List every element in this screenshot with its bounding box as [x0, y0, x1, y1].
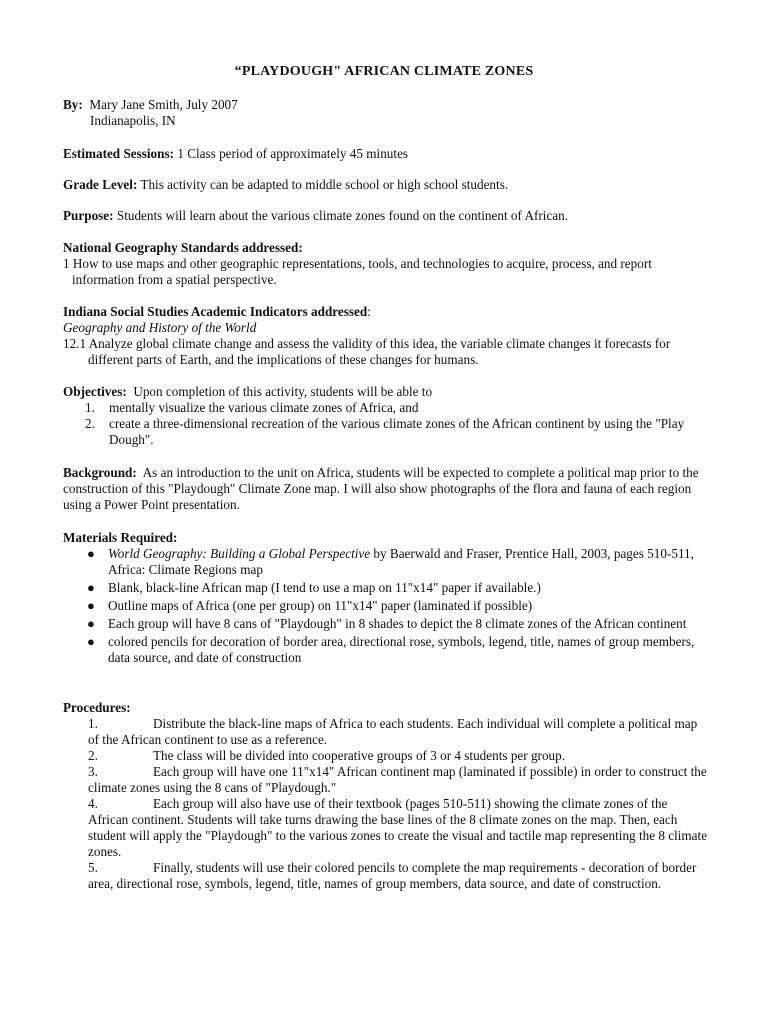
list-item — [63, 580, 708, 596]
list-item-text: Each group will have 8 cans of "Playdough" in 8 shades to depict the 8 climate zones of the African continent — [108, 616, 687, 631]
procedures-section — [63, 700, 708, 892]
list-item — [63, 598, 708, 614]
sessions-label: Estimated Sessions: — [63, 146, 175, 161]
grade-text: This activity can be adapted to middle school or high school students. — [140, 177, 509, 192]
bullet-icon: ● — [87, 634, 95, 649]
list-item-text: colored pencils for decoration of border area, directional rose, symbols, legend, title, names of group members, data source, and date of construction — [108, 634, 695, 665]
list-item-text: Outline maps of Africa (one per group) on 11"x14" paper (laminated if possible) — [108, 598, 533, 613]
indiana-item: 12.1 Analyze global climate change and assess the validity of this idea, the variable climate changes it forecasts for different parts of Earth, and the implications of these changes for humans. — [63, 336, 671, 367]
list-item — [63, 546, 708, 578]
purpose-label: Purpose: — [63, 208, 114, 223]
purpose-text: Students will learn about the various climate zones found on the continent of African. — [116, 208, 569, 223]
background-section — [63, 465, 708, 513]
national-standards-heading: National Geography Standards addressed: — [63, 240, 303, 255]
indiana-heading-colon: : — [367, 304, 371, 319]
list-item — [63, 634, 708, 666]
list-item — [63, 616, 708, 632]
list-item — [63, 860, 708, 892]
list-item-text: Each group will also have use of their textbook (pages 510-511) showing the climate zones of the African continent. Students will take turns drawing the base lines of the 8 climate zones on the map. Then, each student will apply the "Playdough" to the various zones to create the visual and tactile map representing the 8 climate zones. — [88, 796, 708, 859]
list-item-text: Distribute the black-line maps of Africa to each students. Each individual will complete a political map of the African continent to use as a reference. — [88, 716, 698, 747]
purpose-section — [63, 208, 708, 224]
indiana-indicators-section — [63, 304, 708, 368]
sessions-text: 1 Class period of approximately 45 minutes — [177, 146, 409, 161]
indiana-subheading: Geography and History of the World — [63, 320, 257, 335]
list-item-number: 4. — [88, 796, 98, 811]
list-item-number: 2. — [85, 416, 95, 431]
bullet-icon: ● — [87, 598, 95, 613]
list-item-text: mentally visualize the various climate zones of Africa, and — [109, 400, 419, 415]
background-label: Background: — [63, 465, 137, 480]
list-item-number: 1. — [85, 400, 95, 415]
list-item — [63, 400, 708, 416]
bullet-icon: ● — [87, 580, 95, 595]
objectives-label: Objectives: — [63, 384, 127, 399]
grade-label: Grade Level: — [63, 177, 138, 192]
list-item-text: create a three-dimensional recreation of the various climate zones of the African continent by using the "Play Dough". — [109, 416, 685, 447]
sessions-section — [63, 146, 708, 162]
document-title: “PLAYDOUGH" AFRICAN CLIMATE ZONES — [234, 64, 534, 79]
materials-heading: Materials Required: — [63, 530, 178, 545]
author-line: Mary Jane Smith, July 2007 — [89, 97, 238, 112]
list-item-text: Blank, black-line African map (I tend to use a map on 11"x14" paper if available.) — [108, 580, 541, 595]
list-item — [63, 748, 708, 764]
list-item-text: Each group will have one 11"x14" African continent map (laminated if possible) in order to construct the climate zones using the 8 cans of "Playdough." — [88, 764, 707, 795]
objectives-section — [63, 384, 708, 448]
national-standards-section — [63, 240, 708, 288]
author-location: Indianapolis, IN — [90, 113, 176, 128]
objectives-intro: Upon completion of this activity, students will be able to — [133, 384, 433, 399]
author-section — [63, 97, 708, 129]
bullet-icon: ● — [87, 546, 95, 561]
materials-list — [63, 546, 708, 666]
procedures-heading: Procedures: — [63, 700, 131, 715]
list-item — [63, 796, 708, 860]
list-item — [63, 416, 708, 448]
list-item-number: 3. — [88, 764, 98, 779]
background-text: As an introduction to the unit on Africa, students will be expected to complete a political map prior to the construction of this "Playdough" Climate Zone map. I will also show photographs of the flora and fauna of each region using a Power Point presentation. — [63, 465, 699, 512]
list-item — [63, 716, 708, 748]
list-item-number: 5. — [88, 860, 98, 875]
list-item — [63, 764, 708, 796]
indiana-heading: Indiana Social Studies Academic Indicators addressed — [63, 304, 368, 319]
list-item-number: 2. — [88, 748, 98, 763]
objectives-list — [63, 400, 708, 448]
national-standards-item: 1 How to use maps and other geographic representations, tools, and technologies to acquire, process, and report information from a spatial perspective. — [63, 256, 652, 287]
list-item-number: 1. — [88, 716, 98, 731]
textbook-title: World Geography: Building a Global Perspective — [108, 546, 371, 561]
list-item-text: The class will be divided into cooperative groups of 3 or 4 students per group. — [153, 748, 566, 763]
materials-section — [63, 530, 708, 668]
by-label: By: — [63, 97, 83, 112]
textbook-details: by Baerwald and Fraser, Prentice Hall, 2003, pages 510-511, Africa: Climate Regions map — [108, 546, 694, 577]
grade-section — [63, 177, 708, 193]
bullet-icon: ● — [87, 616, 95, 631]
list-item-text: Finally, students will use their colored pencils to complete the map requirements - decoration of border area, directional rose, symbols, legend, title, names of group members, data source, and date of construction. — [88, 860, 697, 891]
